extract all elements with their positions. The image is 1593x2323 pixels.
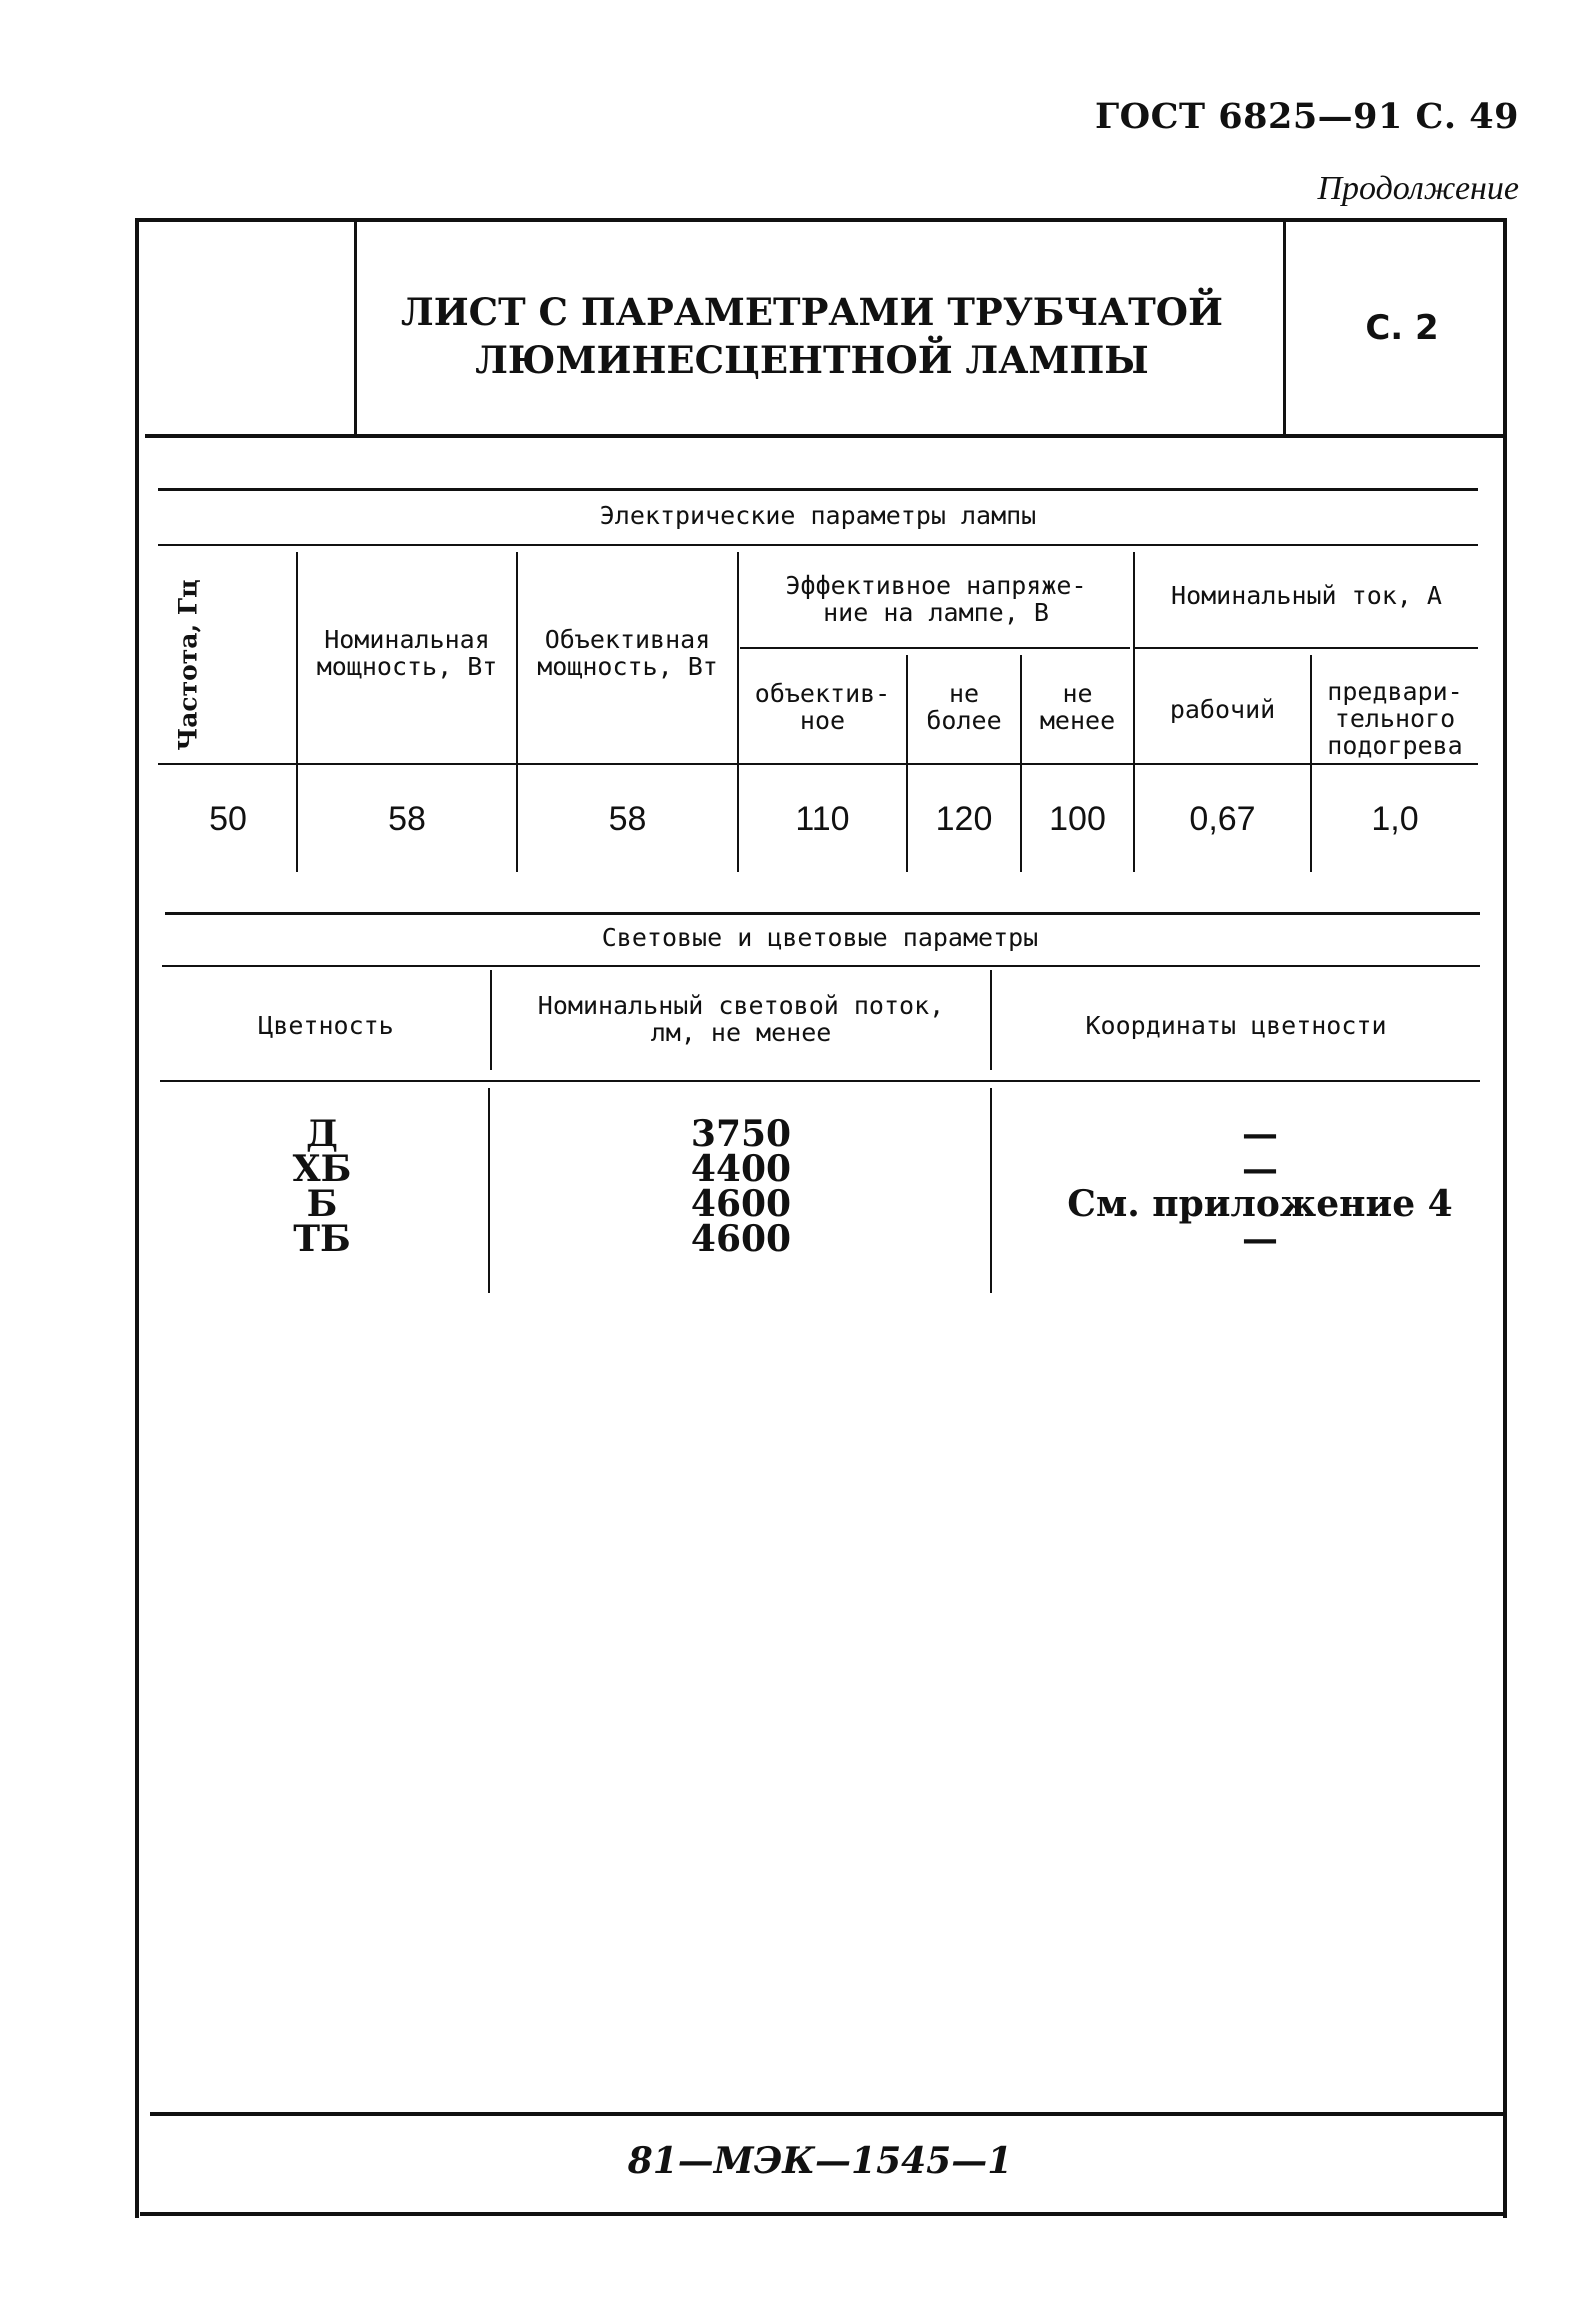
current-header: Номинальный ток, А [1171, 581, 1442, 610]
list-item: ТБ [293, 1218, 351, 1260]
frequency-header: Частота, Гц [173, 579, 203, 751]
list-item: ХБ [292, 1148, 352, 1190]
voltage-min-value: 100 [1049, 800, 1106, 838]
list-item: 3750 [690, 1113, 792, 1155]
list-item: 4400 [690, 1148, 792, 1190]
sheet-footer-code: 81—МЭК—1545—1 [627, 2140, 1013, 2182]
sheet-title-line2: ЛЮМИНЕСЦЕНТНОЙ ЛАМПЫ [475, 338, 1149, 382]
frequency-value: 50 [209, 800, 247, 838]
list-item: Д [305, 1113, 338, 1155]
nominal-power-value: 58 [388, 800, 426, 838]
list-item: — [1242, 1113, 1278, 1155]
list-item: — [1242, 1148, 1278, 1190]
current-working-value: 0,67 [1189, 800, 1256, 838]
coords-header: Координаты цветности [1085, 1011, 1387, 1040]
nominal-power-header: Номинальная мощность, Вт [316, 625, 498, 681]
voltage-max-header: не более [926, 679, 1002, 735]
current-working-header: рабочий [1169, 695, 1276, 724]
electrical-section-title: Электрические параметры лампы [599, 501, 1037, 530]
list-item: 4600 [690, 1183, 792, 1225]
voltage-objective-header: объектив- ное [754, 679, 891, 735]
flux-column [492, 1113, 990, 1260]
current-preheat-value: 1,0 [1371, 800, 1419, 838]
sheet-title-line1: ЛИСТ С ПАРАМЕТРАМИ ТРУБЧАТОЙ [401, 290, 1223, 334]
continuation-label: Продолжение [1317, 170, 1519, 207]
objective-power-value: 58 [608, 800, 647, 838]
current-preheat-header: предвари- тельного подогрева [1327, 677, 1463, 760]
coords-column [1060, 1113, 1460, 1260]
sheet-page-number: С. 2 [1365, 308, 1439, 348]
flux-header: Номинальный световой поток, лм, не менее [537, 991, 945, 1047]
objective-power-header: Объективная мощность, Вт [537, 625, 718, 681]
list-item: — [1242, 1218, 1278, 1260]
list-item: См. приложение 4 [1067, 1183, 1453, 1225]
voltage-max-value: 120 [935, 800, 993, 838]
voltage-objective-value: 110 [795, 800, 850, 838]
color-header: Цветность [258, 1011, 394, 1040]
list-item: 4600 [690, 1218, 792, 1260]
light-section-title: Световые и цветовые параметры [601, 923, 1039, 952]
voltage-min-header: не менее [1039, 679, 1116, 735]
list-item: Б [306, 1183, 338, 1225]
standard-page-number: ГОСТ 6825—91 С. 49 [1095, 96, 1519, 137]
color-column [162, 1113, 482, 1260]
sheet-title [362, 288, 1262, 384]
voltage-header: Эффективное напряже- ние на лампе, В [785, 571, 1087, 627]
